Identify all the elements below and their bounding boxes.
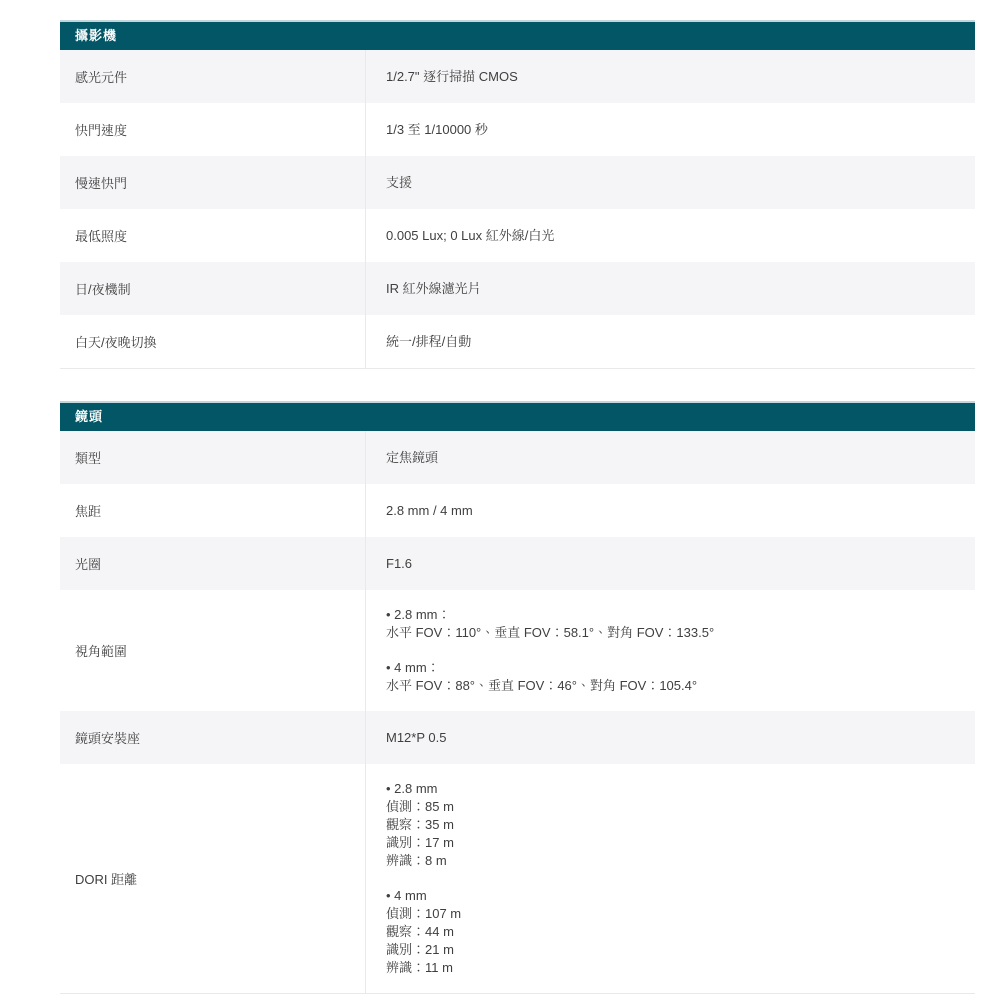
spec-value-line: 偵測：107 m: [386, 906, 462, 921]
spec-value-line: F1.6: [386, 555, 413, 571]
spec-value-paragraph: [386, 780, 955, 870]
spec-value-paragraph: [386, 280, 955, 298]
spec-value-line: 觀察：44 m: [386, 924, 454, 939]
spec-row: [60, 537, 975, 590]
spec-label: 類型: [75, 451, 102, 466]
spec-label: 鏡頭安裝座: [75, 731, 141, 746]
spec-value-paragraph: [386, 606, 955, 642]
spec-value-paragraph: [386, 174, 955, 192]
spec-label: 焦距: [75, 504, 102, 519]
spec-value: [365, 209, 975, 262]
spec-value-line: 識別：17 m: [386, 835, 454, 850]
spec-value-line: 0.005 Lux; 0 Lux 紅外線/白光: [386, 227, 555, 243]
spec-value-line: 觀察：35 m: [386, 817, 454, 832]
spec-label: 感光元件: [75, 70, 128, 85]
spec-row: [60, 156, 975, 209]
spec-label: 日/夜機制: [75, 282, 131, 297]
spec-value: [365, 103, 975, 156]
spec-value-line: 1/3 至 1/10000 秒: [386, 121, 488, 137]
spec-row: [60, 764, 975, 993]
spec-value-line: 水平 FOV：110°、垂直 FOV：58.1°、對角 FOV：133.5°: [386, 625, 715, 640]
spec-value-line: • 4 mm: [386, 888, 427, 903]
spec-value-paragraph: [386, 555, 955, 573]
spec-value-line: • 2.8 mm: [386, 781, 438, 796]
spec-value-paragraph: [386, 333, 955, 351]
spec-value-line: 定焦鏡頭: [386, 449, 439, 465]
spec-value: [365, 484, 975, 537]
table-body-lens: [60, 431, 975, 993]
spec-value-line: 偵測：85 m: [386, 799, 454, 814]
spec-value-line: 統一/排程/自動: [386, 333, 472, 349]
spec-value: [365, 315, 975, 368]
spec-value-line: • 4 mm：: [386, 660, 440, 675]
spec-value: [365, 711, 975, 764]
spec-value-line: • 2.8 mm：: [386, 607, 451, 622]
spec-value-line: 水平 FOV：88°、垂直 FOV：46°、對角 FOV：105.4°: [386, 678, 698, 693]
spec-row: [60, 590, 975, 711]
spec-value-line: 支援: [386, 174, 413, 190]
spec-label: 光圈: [75, 557, 102, 572]
section-header-lens: 鏡頭: [60, 401, 975, 431]
spec-table-lens: [60, 401, 975, 994]
spec-value: [365, 50, 975, 103]
spec-value-line: 識別：21 m: [386, 942, 454, 957]
spec-value-line: 2.8 mm / 4 mm: [386, 502, 473, 518]
spec-row: [60, 315, 975, 368]
spec-label: 慢速快門: [75, 176, 128, 191]
spec-label: 視角範圍: [75, 644, 128, 659]
spec-row: [60, 431, 975, 484]
spec-value-line: IR 紅外線濾光片: [386, 280, 481, 296]
spec-value-paragraph: [386, 887, 955, 977]
spec-value-line: 1/2.7" 逐行掃描 CMOS: [386, 68, 518, 84]
table-body-camera: [60, 50, 975, 368]
spec-row: [60, 262, 975, 315]
spec-label: DORI 距離: [75, 872, 138, 887]
spec-value-line: M12*P 0.5: [386, 729, 447, 745]
spec-value-paragraph: [386, 227, 955, 245]
spec-value: [365, 431, 975, 484]
spec-row: [60, 50, 975, 103]
spec-value: [365, 537, 975, 590]
spec-value-paragraph: [386, 121, 955, 139]
spec-label: 最低照度: [75, 229, 128, 244]
spec-value-paragraph: [386, 729, 955, 747]
spec-row: [60, 209, 975, 262]
spec-value-paragraph: [386, 659, 955, 695]
spec-value-paragraph: [386, 68, 955, 86]
spec-value: [365, 764, 975, 993]
spec-row: [60, 103, 975, 156]
spec-row: [60, 711, 975, 764]
spec-label: 白天/夜晚切換: [75, 335, 157, 350]
spec-value: [365, 590, 975, 711]
spec-value-paragraph: [386, 449, 955, 467]
spec-label: 快門速度: [75, 123, 128, 138]
section-header-camera: 攝影機: [60, 20, 975, 50]
spec-value-line: 辨識：11 m: [386, 960, 453, 975]
spec-value-line: 辨識：8 m: [386, 853, 447, 868]
spec-value: [365, 156, 975, 209]
spec-value: [365, 262, 975, 315]
spec-row: [60, 484, 975, 537]
spec-value-paragraph: [386, 502, 955, 520]
spec-table-camera: [60, 20, 975, 369]
